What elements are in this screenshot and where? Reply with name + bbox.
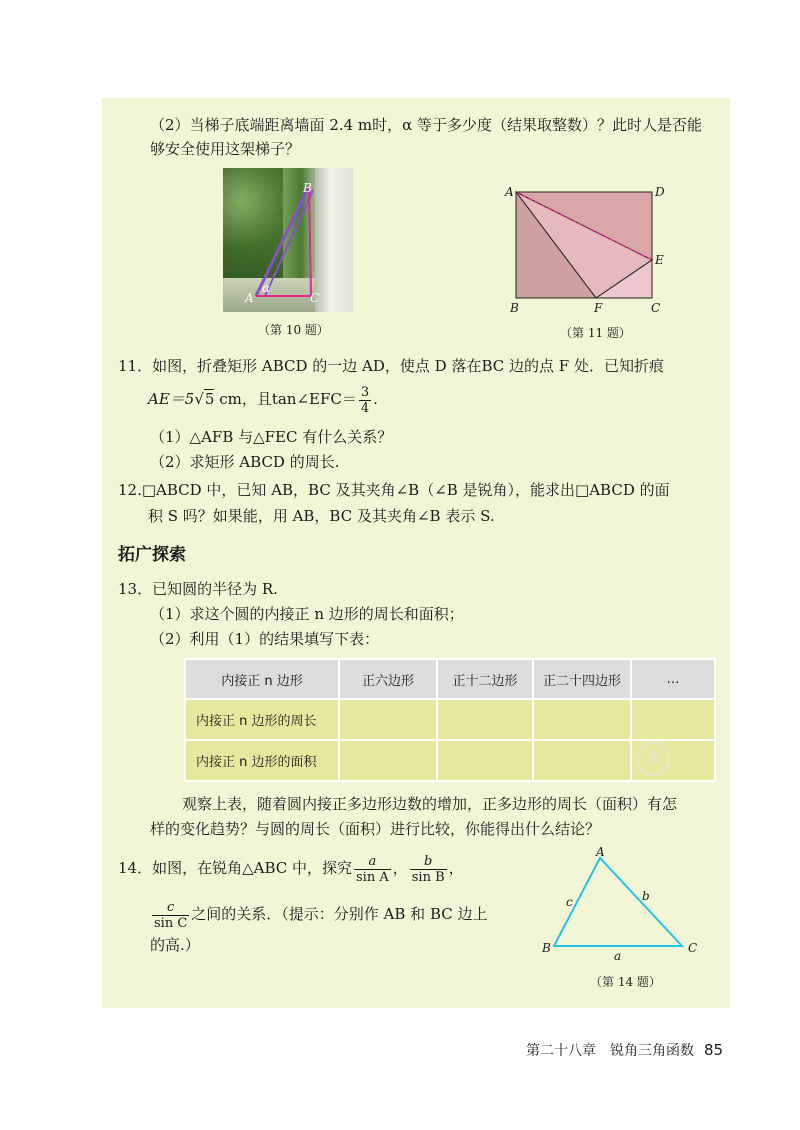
q12-line2: 积 S 吗？如果能，用 AB，BC 及其夹角∠B 表示 S.: [148, 507, 495, 525]
fig11-label-A: A: [505, 185, 514, 199]
chapter-title: 第二十八章 锐角三角函数: [526, 1043, 694, 1059]
table-header-cell: 正十二边形: [437, 659, 533, 699]
q13-observation-line2: 样的变化趋势？与圆的周长（面积）进行比较，你能得出什么结论？: [150, 820, 601, 838]
fig11-label-F: F: [594, 301, 603, 315]
table-cell: [339, 699, 437, 740]
fig14-label-C: C: [688, 941, 698, 955]
table-cell: [339, 740, 437, 781]
q12-line1: 12.□ABCD 中，已知 AB，BC 及其夹角∠B（∠B 是锐角），能求出□ABCD 的面: [118, 481, 670, 499]
fig11-label-D: D: [655, 185, 665, 199]
q11-sub1: （1）△AFB 与△FEC 有什么关系？: [150, 428, 393, 446]
registered-watermark: ®: [636, 742, 670, 776]
fig10-label-alpha: α: [262, 281, 271, 295]
table-header-cell: 正六边形: [339, 659, 437, 699]
section-heading: 拓广探索: [118, 545, 186, 565]
q14-line2: $\frac{c}{\text{sin C}}$ 之间的关系．（提示：分别作 AB 和 BC 边上: [154, 899, 488, 931]
q13-sub2: （2）利用（1）的结果填写下表：: [150, 630, 380, 648]
table-cell: [437, 740, 533, 781]
page-footer: [526, 1040, 723, 1060]
figure-14-triangle: [540, 850, 700, 960]
fig14-label-c: c: [566, 895, 573, 909]
table-row: [185, 699, 715, 740]
q13-observation-line1: 观察上表，随着圆内接正多边形边数的增加，正多边形的周长（面积）有怎: [182, 795, 678, 813]
q14-line3: 的高.）: [150, 936, 200, 954]
table-header-row: [185, 659, 715, 699]
figure-11-diagram: [500, 180, 680, 315]
q11-line2: AE＝5√5 cm，且tan∠EFC＝ $\frac{3}{4}$ .: [148, 384, 378, 416]
table-header-cell: 正二十四边形: [533, 659, 631, 699]
q13-sub1: （1）求这个圆的内接正 n 边形的周长和面积；: [150, 605, 464, 623]
q10-part2-line1: （2）当梯子底端距离墙面 2.4 m时，α 等于多少度（结果取整数）？此时人是否能: [150, 116, 703, 134]
fig14-caption: （第 14 题）: [590, 975, 661, 989]
table-row-label: 内接正 n 边形的面积: [185, 740, 339, 781]
table-cell: [533, 740, 631, 781]
fig10-label-C: C: [310, 291, 320, 305]
fig10-caption: （第 10 题）: [258, 323, 329, 337]
fig11-caption: （第 11 题）: [560, 326, 631, 340]
q10-part2-line2: 够安全使用这架梯子？: [150, 140, 301, 158]
fig11-label-C: C: [651, 301, 661, 315]
q11-sub2: （2）求矩形 ABCD 的周长.: [150, 453, 340, 471]
fig11-label-E: E: [655, 253, 664, 267]
fig10-label-B: B: [303, 181, 312, 195]
page-number: 85: [704, 1041, 724, 1059]
q14-line1: 14．如图，在锐角△ABC 中，探究 $\frac{a}{\text{sin A}}$ ， $\frac{b}{\text{sin B}}$ ，: [118, 853, 464, 885]
fig10-label-A: A: [245, 291, 254, 305]
fig14-label-a: a: [614, 949, 622, 963]
q13-line1: 13．已知圆的半径为 R.: [118, 580, 278, 598]
table-header-cell: 内接正 n 边形: [185, 659, 339, 699]
fig14-label-b: b: [642, 889, 650, 903]
fig14-label-B: B: [542, 941, 551, 955]
q11-line1: 11．如图，折叠矩形 ABCD 的一边 AD，使点 D 落在BC 边的点 F 处．已知折痕: [118, 357, 664, 375]
table-row-label: 内接正 n 边形的周长: [185, 699, 339, 740]
fig14-label-A: A: [596, 845, 605, 859]
fig11-label-B: B: [510, 301, 519, 315]
table-cell: [631, 699, 715, 740]
figure-10-ladder-photo: [223, 168, 353, 312]
table-cell: [533, 699, 631, 740]
table-cell: [437, 699, 533, 740]
table-header-cell: …: [631, 659, 715, 699]
